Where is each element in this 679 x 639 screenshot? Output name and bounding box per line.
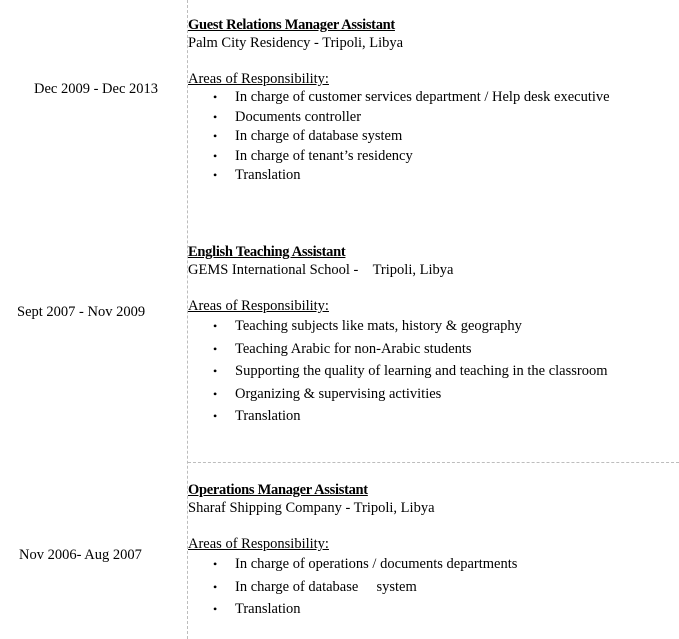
job-title: Operations Manager Assistant xyxy=(188,482,368,498)
bullet-icon: • xyxy=(213,341,218,356)
areas-label: Areas of Responsibility: xyxy=(188,71,329,87)
job-entry xyxy=(188,16,610,186)
section-divider xyxy=(188,462,679,463)
list-item: • In charge of operations / documents departments xyxy=(188,553,517,576)
bullet-icon: • xyxy=(213,168,218,182)
list-item: • Supporting the quality of learning and teaching in the classroom xyxy=(188,360,607,383)
responsibility-list xyxy=(188,315,607,428)
job-dates: Dec 2009 - Dec 2013 xyxy=(34,81,159,97)
list-item: • In charge of database system xyxy=(188,127,610,147)
bullet-icon: • xyxy=(213,148,218,163)
job-dates: Sept 2007 - Nov 2009 xyxy=(17,304,146,320)
areas-label: Areas of Responsibility: xyxy=(188,536,329,552)
bullet-icon: • xyxy=(213,364,218,378)
list-item: • Teaching subjects like mats, history & geography xyxy=(188,315,607,338)
bullet-icon: • xyxy=(213,319,218,333)
job-entry xyxy=(188,243,607,428)
list-item: • Teaching Arabic for non-Arabic students xyxy=(188,338,607,361)
bullet-icon: • xyxy=(213,386,218,401)
bullet-icon: • xyxy=(213,409,218,423)
responsibility-list xyxy=(188,88,610,186)
list-item: • In charge of database system xyxy=(188,576,517,599)
list-item: • Translation xyxy=(188,405,607,428)
list-item: • Documents controller xyxy=(188,108,610,128)
job-company: Palm City Residency - Tripoli, Libya xyxy=(188,35,404,51)
job-entry xyxy=(188,481,517,621)
job-title: English Teaching Assistant xyxy=(188,244,346,260)
list-item: • In charge of customer services department / Help desk executive xyxy=(188,88,610,108)
list-item: • Translation xyxy=(188,166,610,186)
responsibility-list xyxy=(188,553,517,621)
bullet-icon: • xyxy=(213,557,218,571)
job-company: Sharaf Shipping Company - Tripoli, Libya xyxy=(188,500,435,516)
list-item: • Organizing & supervising activities xyxy=(188,383,607,406)
bullet-icon: • xyxy=(213,129,218,143)
areas-label: Areas of Responsibility: xyxy=(188,298,329,314)
bullet-icon: • xyxy=(213,579,218,594)
list-item: • Translation xyxy=(188,598,517,621)
bullet-icon: • xyxy=(213,109,218,124)
bullet-icon: • xyxy=(213,602,218,616)
job-title: Guest Relations Manager Assistant xyxy=(188,17,395,33)
job-company: GEMS International School - Tripoli, Libya xyxy=(188,262,454,278)
job-dates: Nov 2006- Aug 2007 xyxy=(19,547,142,563)
list-item: • In charge of tenant’s residency xyxy=(188,147,610,167)
bullet-icon: • xyxy=(213,90,218,104)
